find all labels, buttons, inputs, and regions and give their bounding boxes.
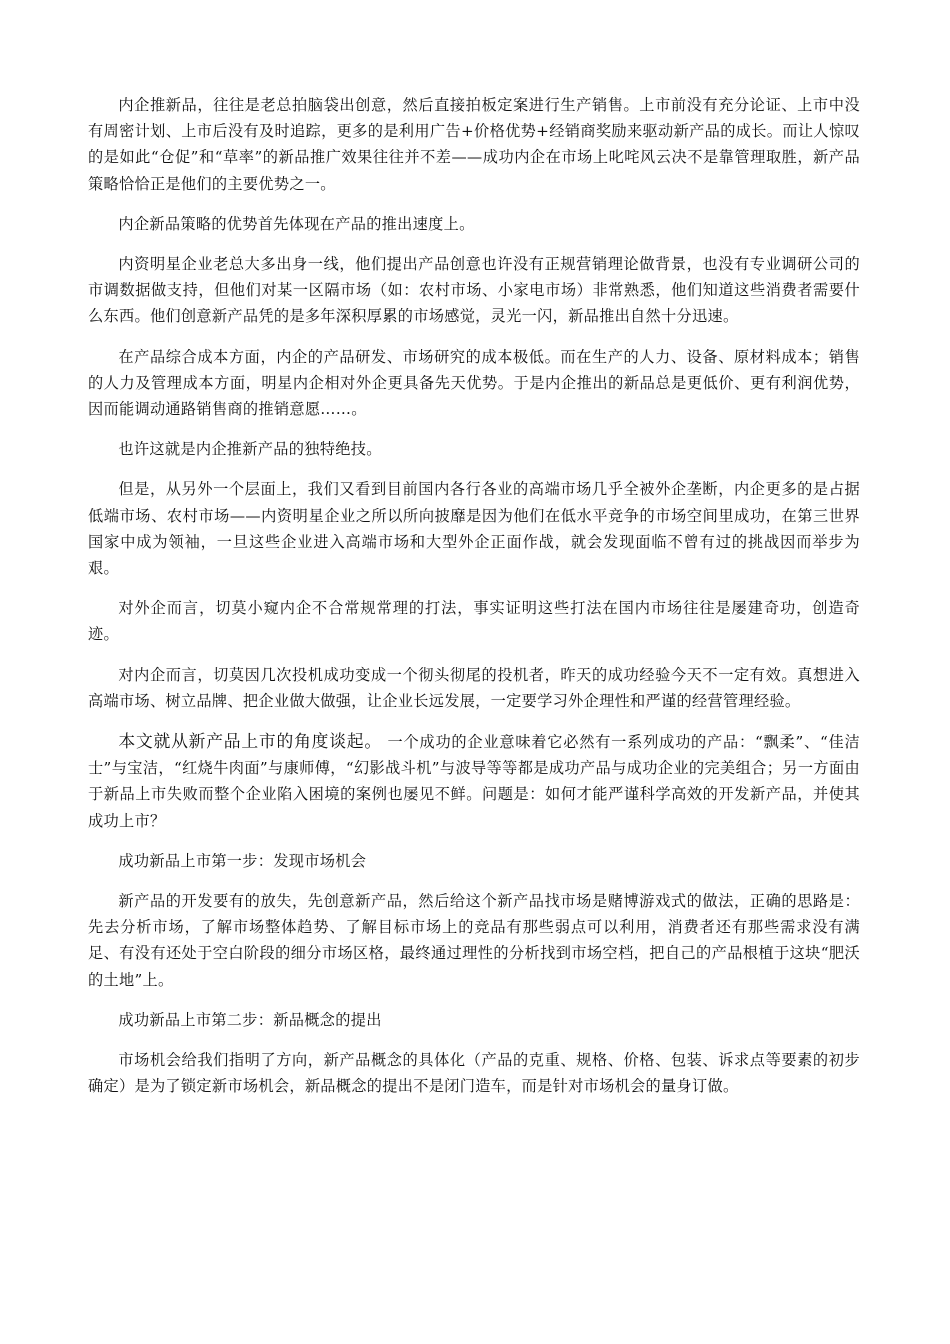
step2-heading: 成功新品上市第二步：新品概念的提出 [118,1010,382,1029]
paragraph-cost: 在产品综合成本方面，内企的产品研发、市场研究的成本极低。而在生产的人力、设备、原材料成本；销售的人力及管理成本方面，明星内企相对外企更具备先天优势。于是内企推出的新品总是更低价、更有利润优势，因而能调动通路销售商的推销意愿……。 [88,347,860,419]
step1-body: 新产品的开发要有的放失，先创意新产品，然后给这个新产品找市场是赌博游戏式的做法，正确的思路是：先去分析市场，了解市场整体趋势、了解目标市场上的竞品有那些弱点可以利用，消费者还有那些需求没有满足、有没有还处于空白阶段的细分市场区格，最终通过理性的分析找到市场空档，把自己的产品根植于这块“肥沃的土地”上。 [88,892,860,989]
paragraph-domestic-firms: 对内企而言，切莫因几次投机成功变成一个彻头彻尾的投机者，昨天的成功经验今天不一定有效。真想进入高端市场、树立品牌、把企业做大做强，让企业长远发展，一定要学习外企理性和严谨的经营管理经验。 [88,665,860,710]
step1-heading: 成功新品上市第一步：发现市场机会 [118,851,367,870]
paragraph-intro: 内企推新品，往往是老总拍脑袋出创意，然后直接拍板定案进行生产销售。上市前没有充分论证、上市中没有周密计划、上市后没有及时追踪，更多的是利用广告+价格优势+经销商奖励来驱动新产品的成长。而让人惊叹的是如此“仓促”和“草率”的新品推广效果往往并不差——成功内企在市场上叱咤风云决不是靠管理取胜，新产品策略恰恰正是他们的主要优势之一。 [88,96,860,193]
paragraph-speed-advantage: 内企新品策略的优势首先体现在产品的推出速度上。 [118,214,475,233]
lead-sentence: 本文就从新产品上市的角度谈起。 [118,731,382,752]
paragraph-foreign-firms: 对外企而言，切莫小窥内企不合常规常理的打法，事实证明这些打法在国内市场往往是屡建奇功，创造奇迹。 [88,599,860,644]
paragraph-high-end-market: 但是，从另外一个层面上，我们又看到目前国内各行各业的高端市场几乎全被外企垄断，内企更多的是占据低端市场、农村市场——内资明星企业之所以所向披靡是因为他们在低水平竞争的市场空间里成功，在第三世界国家中成为领袖，一旦这些企业进入高端市场和大型外企正面作战，就会发现面临不曾有过的挑战因而举步为艰。 [88,480,860,578]
paragraph-founders: 内资明星企业老总大多出身一线，他们提出产品创意也许没有正规营销理论做背景，也没有专业调研公司的市调数据做支持，但他们对某一区隔市场（如：农村市场、小家电市场）非常熟悉，他们知道这些消费者需要什么东西。他们创意新产品凭的是多年深积厚累的市场感觉，灵光一闪，新品推出自然十分迅速。 [88,255,860,326]
paragraph-article-scope [88,728,860,834]
step2-body: 市场机会给我们指明了方向，新产品概念的具体化（产品的克重、规格、价格、包装、诉求点等要素的初步确定）是为了锁定新市场机会，新品概念的提出不是闭门造车，而是针对市场机会的量身订做。 [88,1051,860,1096]
lead-rest: 一个成功的企业意味着它必然有一系列成功的产品：“飘柔”、“佳洁士”与宝洁，“红烧牛肉面”与康师傅，“幻影战斗机”与波导等等都是成功产品与成功企业的完美组合；另一方面由于新品上市失败而整个企业陷入困境的案例也屡见不鲜。问题是：如何才能严谨科学高效的开发新产品，并使其成功上市？ [88,733,860,830]
paragraph-unique-skill: 也许这就是内企推新产品的独特绝技。 [118,440,382,459]
article-body [88,92,860,1114]
